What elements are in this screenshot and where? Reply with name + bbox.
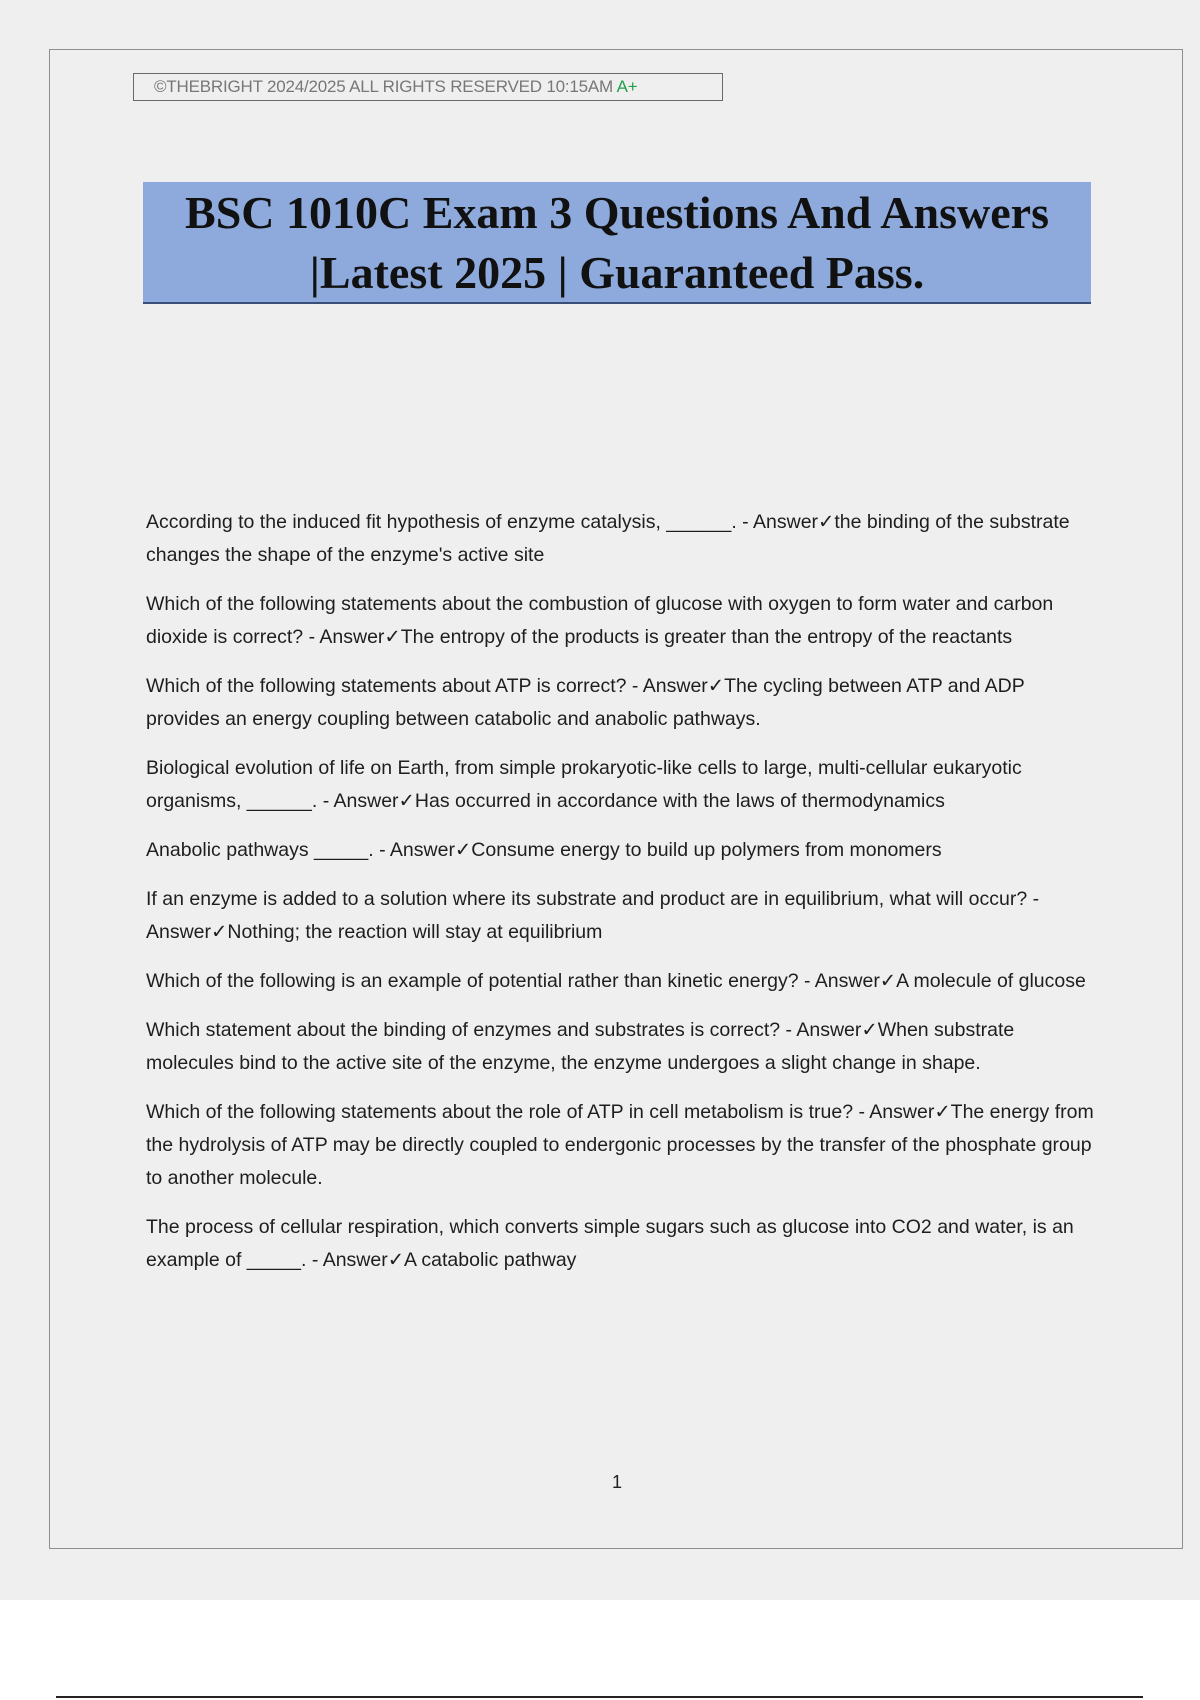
qa-item-3: Which of the following statements about ATP is correct? - Answer✓The cycling between ATP and ADP provides an energy coupling between catabolic and anabolic pathways. (146, 675, 1025, 730)
title-line-2: |Latest 2025 | Guaranteed Pass. (309, 247, 925, 298)
copyright-header (133, 73, 723, 101)
bottom-divider (56, 1696, 1143, 1698)
qa-item-9: Which of the following statements about the role of ATP in cell metabolism is true? - Answer✓The energy from the hydrolysis of ATP may be directly coupled to endergonic processes by the transfer of the phosphate group to another molecule. (146, 1101, 1094, 1189)
qa-item-2: Which of the following statements about the combustion of glucose with oxygen to form water and carbon dioxide is correct? - Answer✓The entropy of the products is greater than the entropy of the reactants (146, 593, 1054, 648)
qa-item-6: If an enzyme is added to a solution where its substrate and product are in equilibrium, what will occur? - Answer✓Nothing; the reaction will stay at equilibrium (146, 888, 1040, 943)
qa-list (146, 506, 1096, 1293)
page-number: 1 (611, 1472, 622, 1492)
title-line-1: BSC 1010C Exam 3 Questions And Answers (185, 187, 1049, 238)
qa-item-7: Which of the following is an example of potential rather than kinetic energy? - Answer✓A molecule of glucose (146, 970, 1086, 992)
copyright-text: ©THEBRIGHT 2024/2025 ALL RIGHTS RESERVED 10:15AM (154, 77, 613, 96)
qa-item-1: According to the induced fit hypothesis of enzyme catalysis, ______. - Answer✓the binding of the substrate changes the shape of the enzyme's active site (146, 511, 1070, 566)
document-title (143, 182, 1091, 304)
qa-item-10: The process of cellular respiration, which converts simple sugars such as glucose into CO2 and water, is an example of _____. - Answer✓A catabolic pathway (146, 1216, 1074, 1271)
grade-badge: A+ (616, 77, 638, 96)
qa-item-4: Biological evolution of life on Earth, from simple prokaryotic-like cells to large, multi-cellular eukaryotic organisms, ______. - Answer✓Has occurred in accordance with the laws of thermodynamics (146, 757, 1022, 812)
qa-item-8: Which statement about the binding of enzymes and substrates is correct? - Answer✓When substrate molecules bind to the active site of the enzyme, the enzyme undergoes a slight change in shape. (146, 1019, 1015, 1074)
qa-item-5: Anabolic pathways _____. - Answer✓Consume energy to build up polymers from monomers (146, 839, 942, 861)
